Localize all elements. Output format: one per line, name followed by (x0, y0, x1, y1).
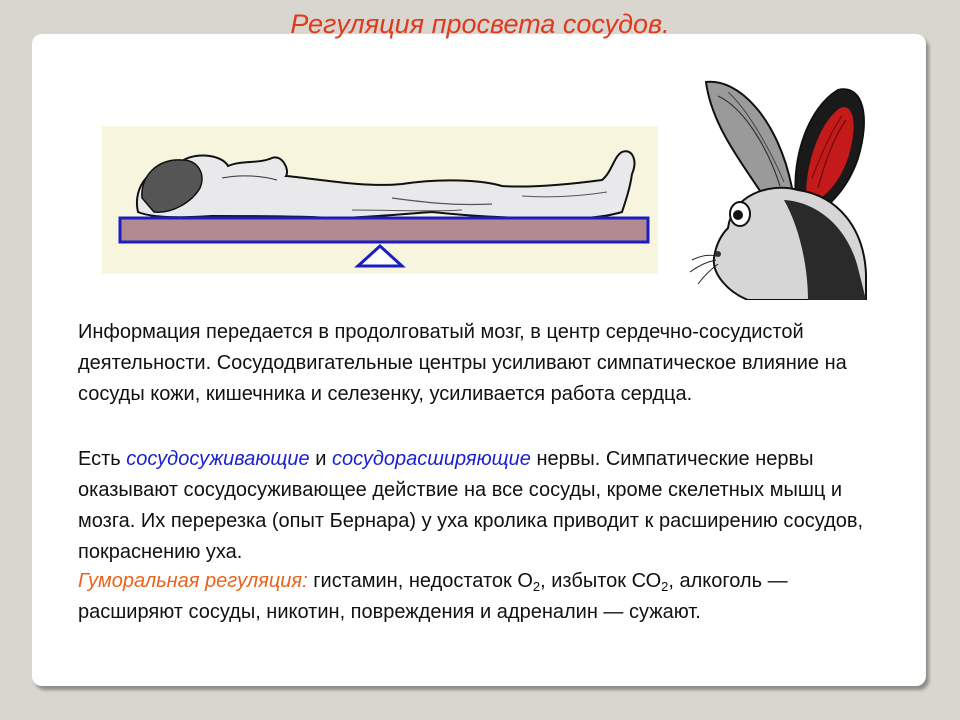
nerves-lead: Есть (78, 448, 127, 470)
humoral-label: Гуморальная регуляция: (78, 570, 308, 592)
paragraph-humoral (78, 566, 898, 628)
rabbit-left-ear (706, 82, 792, 203)
term-vasoconstrictor: сосудосуживающие (126, 448, 310, 470)
balance-board (120, 218, 648, 242)
paragraph-information: Информация передается в продолговатый мозг, в центр сердечно-сосудистой деятельности. Сосудодвигательные центры усиливают симпатическое влияние на сосуды кожи, кишечника и селезенку, усиливается работа сердца. (78, 321, 847, 405)
nerves-conjunction: и (309, 448, 332, 470)
term-vasodilator: сосудорасширяющие (331, 448, 531, 470)
co2-subscript: 2 (661, 579, 669, 594)
oxygen-subscript: 2 (532, 579, 541, 594)
balance-table-illustration (102, 126, 658, 274)
rabbit-head (690, 188, 866, 300)
humoral-part3: , алкоголь — расширяют сосуды, никотин, повреждения и адреналин — сужают. (78, 570, 788, 623)
paragraph-nerves (78, 444, 898, 568)
humoral-part1: гистамин, недостаток О (307, 570, 533, 592)
nerves-rest: нервы. Симпатические нервы оказывают сосудосуживающее действие на все сосуды, кроме скелетных мышц и мозга. Их перерезка (опыт Бернара) у уха кролика приводит к расширению сосудов, покраснению уха. (78, 448, 864, 563)
humoral-part2: , избыток СО (540, 570, 662, 592)
slide-title: Регуляция просвета сосудов. (290, 9, 670, 39)
rabbit-illustration (688, 78, 868, 300)
